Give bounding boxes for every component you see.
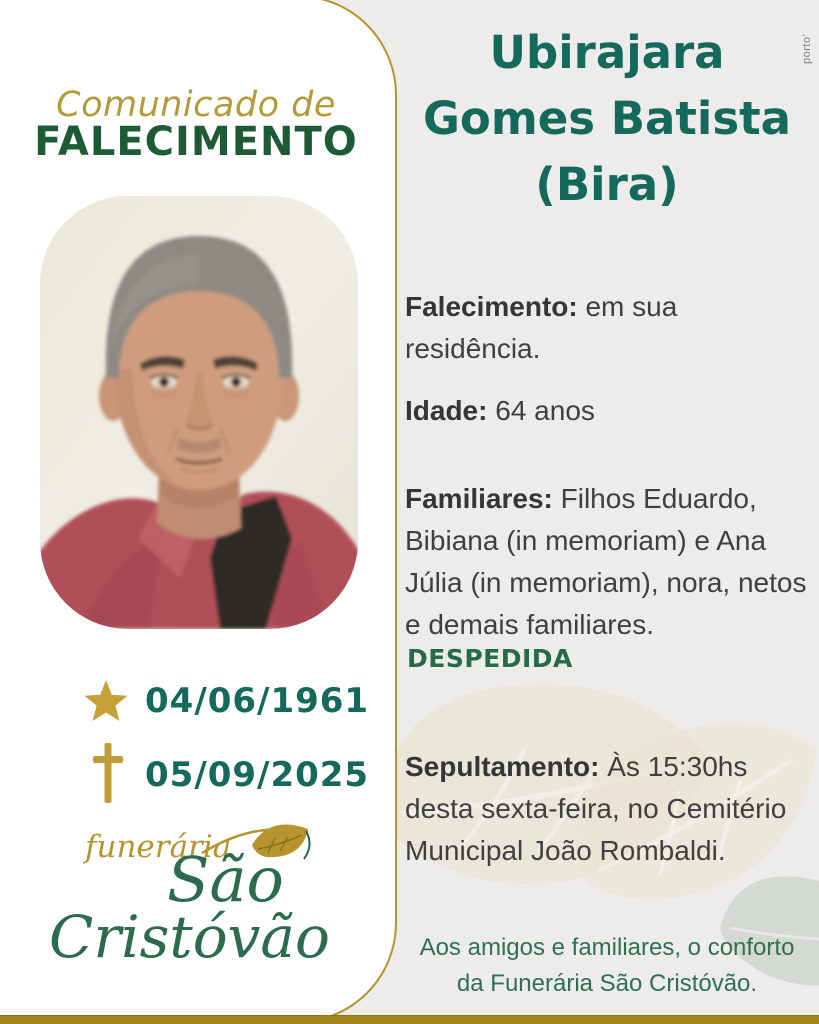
burial-field [405,746,807,872]
condolence-message [395,930,819,1002]
bottom-gold-bar [0,1015,819,1024]
studio-credit: porto’ [801,33,813,64]
star-icon [83,679,129,723]
portrait-photo [40,196,358,629]
field-label: Sepultamento: [405,751,600,782]
field-text: em sua residência. [405,291,678,364]
deceased-name-line: Gomes Batista [423,92,791,145]
card-title: FALECIMENTO [34,119,358,165]
announcement-panel [395,0,819,1024]
deceased-name [395,20,819,218]
card-kicker: Comunicado de [56,85,336,125]
field-text: 64 anos [495,395,595,426]
deceased-name-line: (Bira) [535,158,679,211]
field-text: Filhos Eduardo, Bibiana (in memoriam) e Ana Júlia (in memoriam), nora, netos e demais familiares. [405,483,807,640]
death-date: 05/09/2025 [145,755,370,795]
field-label: Familiares: [405,483,553,514]
condolence-line: Aos amigos e familiares, o conforto [419,934,795,961]
farewell-heading: DESPEDIDA [407,644,573,673]
logo-word-sao: São [167,843,284,916]
condolence-line: da Funerária São Cristóvão. [456,970,758,997]
deceased-name-line: Ubirajara [489,26,725,79]
logo-word-cristovao: Cristóvão [49,903,330,971]
logo-word-funeraria: funerária [85,829,232,865]
birth-date: 04/06/1961 [145,681,370,721]
field-label: Idade: [405,395,488,426]
cross-icon [91,743,125,803]
field-text: Às 15:30hs desta sexta-feira, no Cemitério Municipal João Rombaldi. [405,751,787,866]
family-field [405,478,807,646]
field-label: Falecimento: [405,291,578,322]
death-place-field [405,286,807,370]
announcement-card [0,0,397,1023]
age-field [405,390,807,432]
